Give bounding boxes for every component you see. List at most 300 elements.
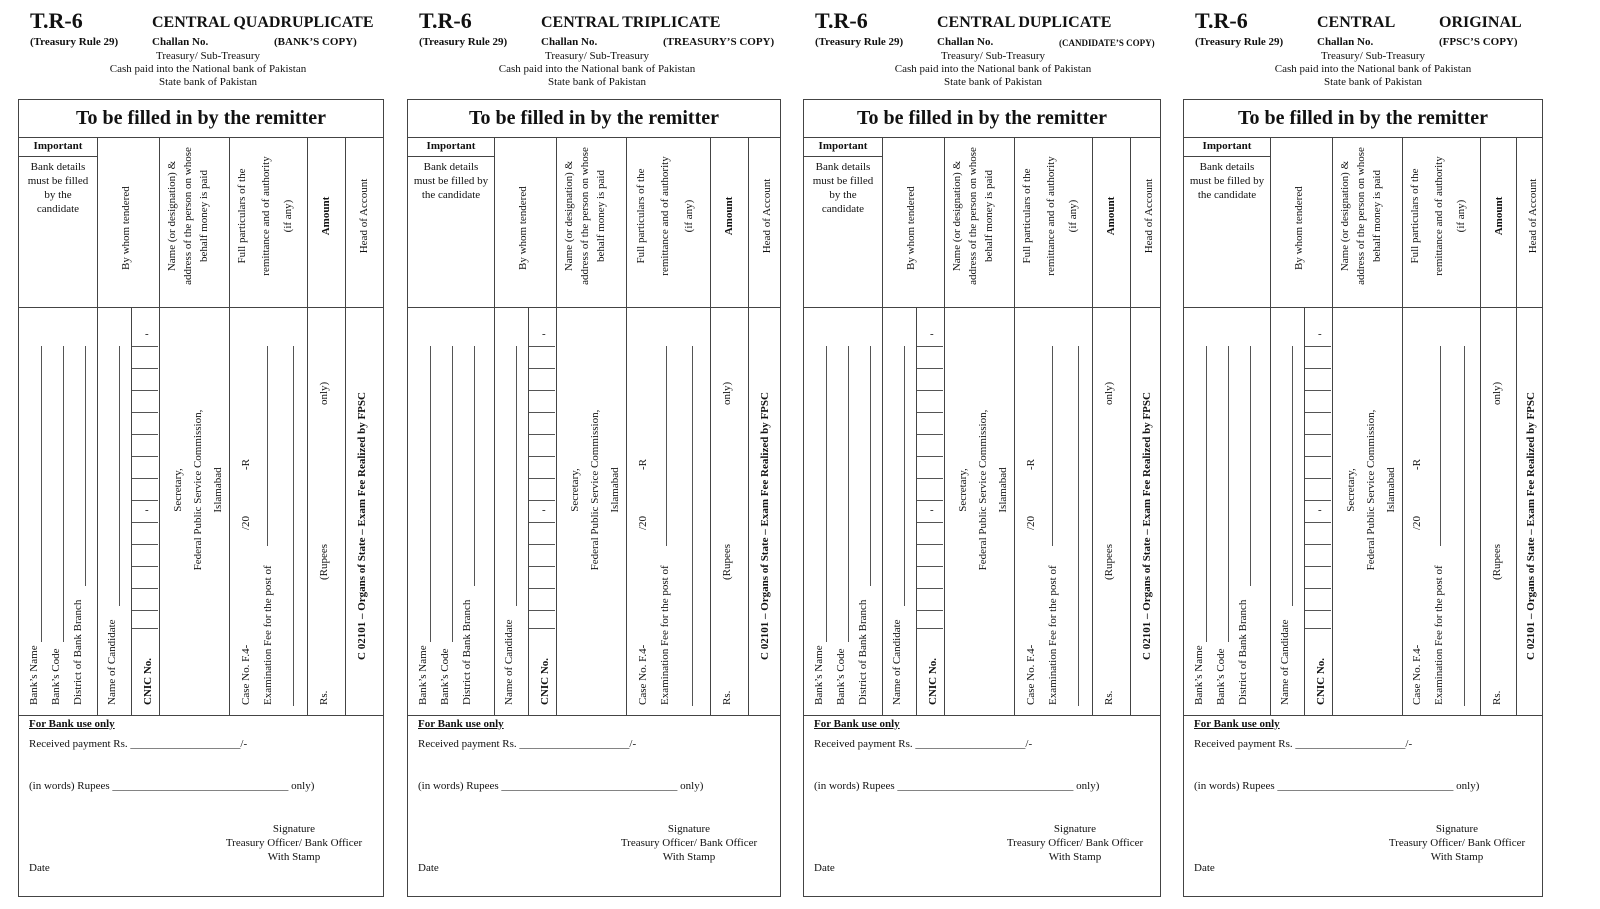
payee-line1: Secretary, [1345,468,1357,512]
cnic-digit-box[interactable] [529,368,555,369]
banks-name-label[interactable]: Bank’s Name [417,645,429,705]
signature-block [209,822,379,864]
name-candidate-label[interactable]: Name of Candidate [891,619,903,705]
copy-header [18,0,398,96]
cnic-digit-box[interactable] [1305,522,1331,523]
box-title: To be filled in by the remitter [19,100,383,138]
blank-line [452,346,453,642]
received-payment[interactable]: Received payment Rs. ____________________/- [1194,738,1413,750]
cnic-digit-box[interactable] [132,610,158,611]
divider [710,138,711,715]
cnic-label[interactable]: CNIC No. [142,657,154,705]
divider [1480,138,1481,715]
cnic-digit-box[interactable] [1305,434,1331,435]
case-mid: /20 [1411,515,1423,530]
divider [804,715,1160,716]
sbp-line: State bank of Pakistan [547,76,647,88]
only-label: only) [721,381,733,405]
box-title: To be filled in by the remitter [408,100,780,138]
cnic-separator: - [145,504,149,516]
challan-copy-3 [803,0,1183,909]
divider [1516,138,1517,715]
copy-label: (BANK’S COPY) [274,36,357,48]
treasury-rule: (Treasury Rule 29) [419,36,508,48]
cnic-digit-box[interactable] [132,500,158,501]
important-divider [19,156,97,157]
blank-line [293,346,294,706]
copy-title: CENTRAL TRIPLICATE [541,14,721,31]
challan-copy-2 [407,0,787,909]
payee-line2: Federal Public Service Commission, [1365,409,1377,571]
cnic-label[interactable]: CNIC No. [539,657,551,705]
blank-line [1078,346,1079,706]
cnic-separator: - [1318,504,1322,516]
form-code: T.R-6 [419,8,472,33]
blank-line [1250,346,1251,586]
blank-line [85,346,86,586]
divider [494,138,495,715]
divider [804,307,1160,308]
case-no[interactable]: Case No. F.4- [1025,644,1037,705]
col-particulars-line3: (if any) [683,199,695,233]
col-divider [345,138,346,715]
divider [882,138,883,715]
cnic-digit-box[interactable] [132,522,158,523]
cnic-digit-box[interactable] [917,588,943,589]
box-title: To be filled in by the remitter [804,100,1160,138]
cnic-digit-box[interactable] [529,610,555,611]
blank-line [41,346,42,642]
cnic-digit-box[interactable] [529,628,555,629]
col-name-line2: address of the person on whose [967,147,979,285]
cnic-digit-box[interactable] [917,412,943,413]
exam-fee[interactable]: Examination Fee for the post of [1047,565,1059,705]
col-particulars-line2: remittance and of authority [260,156,272,276]
col-name-line2: address of the person on whose [579,147,591,285]
divider [1184,156,1270,157]
col-name-line1: Name (or designation) & [951,160,963,272]
cnic-digit-box[interactable] [1305,412,1331,413]
payee-line3: Islamabad [997,467,1009,513]
exam-fee[interactable]: Examination Fee for the post of [1433,565,1445,705]
cnic-digit-box[interactable] [529,500,555,501]
blank-line [474,346,475,586]
cnic-separator: - [145,328,149,340]
bank-details-note: Bank details must be filled by the candidate [413,161,489,201]
rupees-label: (Rupees [318,543,330,580]
col-by-whom: By whom tendered [120,186,132,270]
only-label: only) [1103,381,1115,405]
banks-name-label[interactable]: Bank’s Name [28,645,40,705]
divider [1270,138,1271,715]
col-name-line3: behalf money is paid [1371,170,1383,262]
cash-line: Cash paid into the National bank of Pakistan [1274,63,1472,75]
cnic-digit-box[interactable] [917,566,943,567]
remitter-box [407,99,781,897]
divider [748,138,749,715]
copy-title-2: ORIGINAL [1439,14,1522,31]
divider [1184,307,1542,308]
col-amount: Amount [1493,196,1505,236]
blank-line [826,346,827,642]
rs-label[interactable]: Rs. [1103,690,1115,705]
important-label: Important [426,140,476,152]
form-code: T.R-6 [30,8,83,33]
blank-line [692,346,693,706]
cnic-digit-box[interactable] [1305,346,1331,347]
head-account: C 02101 – Organs of State – Exam Fee Realized by FPSC [1141,392,1153,660]
date-label[interactable]: Date [814,862,835,874]
case-mid: /20 [1025,515,1037,530]
cash-line: Cash paid into the National bank of Pakistan [894,63,1092,75]
challan-copy-4 [1183,0,1563,909]
col-name-line2: address of the person on whose [182,147,194,285]
cnic-digit-box[interactable] [529,412,555,413]
cnic-digit-box[interactable] [1305,566,1331,567]
treasury-rule: (Treasury Rule 29) [1195,36,1284,48]
bank-use-divider [19,715,383,716]
copy-label: (CANDIDATE’S COPY) [1059,38,1155,48]
remitter-box [1183,99,1543,897]
date-label[interactable]: Date [1194,862,1215,874]
divider [1184,715,1542,716]
cnic-separator: - [930,504,934,516]
cnic-digit-box[interactable] [132,368,158,369]
col-particulars-line3: (if any) [1067,199,1079,233]
signature-line: With Stamp [267,851,321,863]
cash-line: Cash paid into the National bank of Pakistan [498,63,696,75]
case-no[interactable]: Case No. F.4- [240,644,252,705]
case-end: -R [637,459,649,470]
divider [1332,138,1333,715]
case-end: -R [240,459,252,470]
received-payment[interactable]: Received payment Rs. ____________________/- [29,738,248,750]
cnic-digit-box[interactable] [917,456,943,457]
treasury-rule: (Treasury Rule 29) [815,36,904,48]
payee-line3: Islamabad [212,467,224,513]
divider [1402,138,1403,715]
head-account: C 02101 – Organs of State – Exam Fee Realized by FPSC [356,392,368,660]
signature-line: With Stamp [662,851,716,863]
treasury-line: Treasury/ Sub-Treasury [156,50,260,62]
challan-copy-1 [18,0,398,909]
signature-block [1372,822,1542,864]
treasury-line: Treasury/ Sub-Treasury [545,50,649,62]
district-label[interactable]: District of Bank Branch [72,599,84,705]
cnic-digit-box[interactable] [132,544,158,545]
col-name-line3: behalf money is paid [983,170,995,262]
treasury-line: Treasury/ Sub-Treasury [941,50,1045,62]
divider [408,715,780,716]
cnic-digit-box[interactable] [1305,500,1331,501]
rupees-label: (Rupees [721,543,733,580]
blank-line [870,346,871,586]
divider [626,138,627,715]
case-end: -R [1411,459,1423,470]
rs-label[interactable]: Rs. [721,690,733,705]
col-amount: Amount [320,196,332,236]
name-candidate-label[interactable]: Name of Candidate [1279,619,1291,705]
col-amount: Amount [723,196,735,236]
divider [1014,138,1015,715]
col-particulars-line2: remittance and of authority [659,156,671,276]
divider [408,156,494,157]
form-code: T.R-6 [815,8,868,33]
col-particulars-line2: remittance and of authority [1045,156,1057,276]
cnic-digit-box[interactable] [132,390,158,391]
received-payment[interactable]: Received payment Rs. ____________________/- [814,738,1033,750]
bank-use-heading: For Bank use only [29,718,115,730]
case-mid: /20 [240,515,252,530]
cnic-digit-box[interactable] [529,566,555,567]
cnic-digit-box[interactable] [1305,628,1331,629]
cnic-digit-box[interactable] [529,588,555,589]
cnic-digit-box[interactable] [1305,610,1331,611]
cnic-digit-box[interactable] [132,628,158,629]
copy-title: CENTRAL QUADRUPLICATE [152,14,374,31]
cnic-digit-box[interactable] [917,522,943,523]
col-head-account: Head of Account [1143,178,1155,254]
copy-title: CENTRAL DUPLICATE [937,14,1112,31]
col-head-account: Head of Account [358,178,370,254]
bank-details-note: Bank details must be filled by the candidate [1189,161,1265,201]
col-particulars-line1: Full particulars of the [1021,168,1033,264]
rupees-label: (Rupees [1491,543,1503,580]
cnic-digit-box[interactable] [917,500,943,501]
cnic-digit-box[interactable] [132,478,158,479]
cnic-digit-box[interactable] [1305,478,1331,479]
sbp-line: State bank of Pakistan [158,76,258,88]
cnic-digit-box[interactable] [917,478,943,479]
name-candidate-label[interactable]: Name of Candidate [503,619,515,705]
col-name-line1: Name (or designation) & [166,160,178,272]
signature-line: Treasury Officer/ Bank Officer [1388,837,1526,849]
exam-fee[interactable]: Examination Fee for the post of [659,565,671,705]
payee-line1: Secretary, [957,468,969,512]
blank-line [904,346,905,606]
cnic-separator: - [1318,328,1322,340]
signature-line: Signature [1435,823,1479,835]
signature-line: Treasury Officer/ Bank Officer [620,837,758,849]
bank-use-heading: For Bank use only [814,718,900,730]
rupees-label: (Rupees [1103,543,1115,580]
copy-header [407,0,787,96]
district-label[interactable]: District of Bank Branch [461,599,473,705]
sbp-line: State bank of Pakistan [943,76,1043,88]
only-label: only) [1491,381,1503,405]
header-divider [19,307,383,308]
remitter-box [18,99,384,897]
cnic-digit-box[interactable] [132,434,158,435]
rs-label[interactable]: Rs. [1491,690,1503,705]
divider [944,138,945,715]
signature-line: Signature [667,823,711,835]
divider [408,307,780,308]
case-mid: /20 [637,515,649,530]
payee-line3: Islamabad [609,467,621,513]
cnic-label[interactable]: CNIC No. [1315,657,1327,705]
in-words[interactable]: (in words) Rupees ________________________________ only) [814,780,1100,792]
payee-line2: Federal Public Service Commission, [977,409,989,571]
cnic-digit-box[interactable] [917,434,943,435]
cnic-digit-box[interactable] [1305,456,1331,457]
cnic-digit-box[interactable] [917,390,943,391]
cnic-digit-box[interactable] [132,456,158,457]
challan-no: Challan No. [1317,36,1374,48]
divider [1130,138,1131,715]
blank-line [63,346,64,642]
important-label: Important [33,140,83,152]
exam-fee[interactable]: Examination Fee for the post of [262,565,274,705]
received-payment[interactable]: Received payment Rs. ____________________/- [418,738,637,750]
treasury-rule: (Treasury Rule 29) [30,36,119,48]
cnic-digit-box[interactable] [529,390,555,391]
col-divider [97,138,98,715]
remitter-box [803,99,1161,897]
col-divider [229,138,230,715]
cnic-digit-box[interactable] [529,434,555,435]
banks-code-label[interactable]: Bank’s Code [50,648,62,705]
col-name-line1: Name (or designation) & [1339,160,1351,272]
cnic-label[interactable]: CNIC No. [927,657,939,705]
cnic-digit-box[interactable] [917,368,943,369]
challan-no: Challan No. [937,36,994,48]
blank-line [119,346,120,606]
signature-line: With Stamp [1048,851,1102,863]
name-candidate-label[interactable]: Name of Candidate [106,619,118,705]
treasury-line: Treasury/ Sub-Treasury [1321,50,1425,62]
cnic-digit-box[interactable] [529,522,555,523]
bank-details-note: Bank details must be filled by the candidate [812,161,874,215]
cnic-digit-box[interactable] [917,346,943,347]
cnic-separator: - [930,328,934,340]
box-title: To be filled in by the remitter [1184,100,1542,138]
banks-code-label[interactable]: Bank’s Code [439,648,451,705]
payee-line2: Federal Public Service Commission, [589,409,601,571]
blank-line [1440,346,1441,546]
col-head-account: Head of Account [1527,178,1539,254]
banks-name-label[interactable]: Bank’s Name [1193,645,1205,705]
important-label: Important [1202,140,1252,152]
case-no[interactable]: Case No. F.4- [637,644,649,705]
in-words[interactable]: (in words) Rupees ________________________________ only) [418,780,704,792]
banks-code-label[interactable]: Bank’s Code [835,648,847,705]
copy-label: (FPSC’S COPY) [1439,36,1518,48]
cnic-digit-box[interactable] [132,566,158,567]
col-amount: Amount [1105,196,1117,236]
col-divider [307,138,308,715]
in-words[interactable]: (in words) Rupees ________________________________ only) [29,780,315,792]
cnic-digit-box[interactable] [529,544,555,545]
cnic-digit-box[interactable] [529,478,555,479]
banks-name-label[interactable]: Bank’s Name [813,645,825,705]
copy-label: (TREASURY’S COPY) [663,36,775,48]
cnic-digit-box[interactable] [132,346,158,347]
signature-line: Treasury Officer/ Bank Officer [1006,837,1144,849]
col-by-whom: By whom tendered [517,186,529,270]
blank-line [1228,346,1229,642]
divider [1092,138,1093,715]
col-name-line1: Name (or designation) & [563,160,575,272]
rs-label[interactable]: Rs. [318,690,330,705]
important-label: Important [818,140,868,152]
col-by-whom: By whom tendered [1293,186,1305,270]
col-by-whom: By whom tendered [905,186,917,270]
date-label[interactable]: Date [29,862,50,874]
cnic-separator: - [542,504,546,516]
blank-line [666,346,667,546]
blank-line [516,346,517,606]
payee-line2: Federal Public Service Commission, [192,409,204,571]
payee-line3: Islamabad [1385,467,1397,513]
signature-line: Signature [272,823,316,835]
district-label[interactable]: District of Bank Branch [857,599,869,705]
col-name-line3: behalf money is paid [595,170,607,262]
col-particulars-line3: (if any) [1455,199,1467,233]
bank-details-note: Bank details must be filled by the candidate [27,161,89,215]
signature-line: With Stamp [1430,851,1484,863]
cnic-digit-box[interactable] [132,588,158,589]
blank-line [848,346,849,642]
case-end: -R [1025,459,1037,470]
bank-use-heading: For Bank use only [418,718,504,730]
cnic-digit-box[interactable] [529,456,555,457]
col-particulars-line3: (if any) [282,199,294,233]
blank-line [1292,346,1293,606]
cnic-digit-box[interactable] [1305,368,1331,369]
cnic-digit-box[interactable] [132,412,158,413]
head-account: C 02101 – Organs of State – Exam Fee Realized by FPSC [1525,392,1537,660]
challan-no: Challan No. [541,36,598,48]
col-head-account: Head of Account [761,178,773,254]
sbp-line: State bank of Pakistan [1323,76,1423,88]
case-no[interactable]: Case No. F.4- [1411,644,1423,705]
cnic-digit-box[interactable] [1305,390,1331,391]
col-particulars-line1: Full particulars of the [236,168,248,264]
divider [804,156,882,157]
in-words[interactable]: (in words) Rupees ________________________________ only) [1194,780,1480,792]
cnic-digit-box[interactable] [917,544,943,545]
blank-line [267,346,268,546]
payee-line1: Secretary, [569,468,581,512]
date-label[interactable]: Date [418,862,439,874]
cnic-digit-box[interactable] [1305,588,1331,589]
col-particulars-line1: Full particulars of the [635,168,647,264]
cnic-digit-box[interactable] [529,346,555,347]
only-label: only) [318,381,330,405]
copy-title: CENTRAL [1317,14,1396,31]
blank-line [1206,346,1207,642]
blank-line [1052,346,1053,546]
cash-line: Cash paid into the National bank of Pakistan [109,63,307,75]
cnic-digit-box[interactable] [1305,544,1331,545]
signature-line: Treasury Officer/ Bank Officer [225,837,363,849]
cnic-digit-box[interactable] [917,610,943,611]
blank-line [1464,346,1465,706]
form-code: T.R-6 [1195,8,1248,33]
district-label[interactable]: District of Bank Branch [1237,599,1249,705]
cnic-separator: - [542,328,546,340]
bank-use-heading: For Bank use only [1194,718,1280,730]
payee-line1: Secretary, [172,468,184,512]
cnic-digit-box[interactable] [917,628,943,629]
col-name-line2: address of the person on whose [1355,147,1367,285]
banks-code-label[interactable]: Bank’s Code [1215,648,1227,705]
divider [556,138,557,715]
signature-line: Signature [1053,823,1097,835]
blank-line [430,346,431,642]
col-particulars-line1: Full particulars of the [1409,168,1421,264]
